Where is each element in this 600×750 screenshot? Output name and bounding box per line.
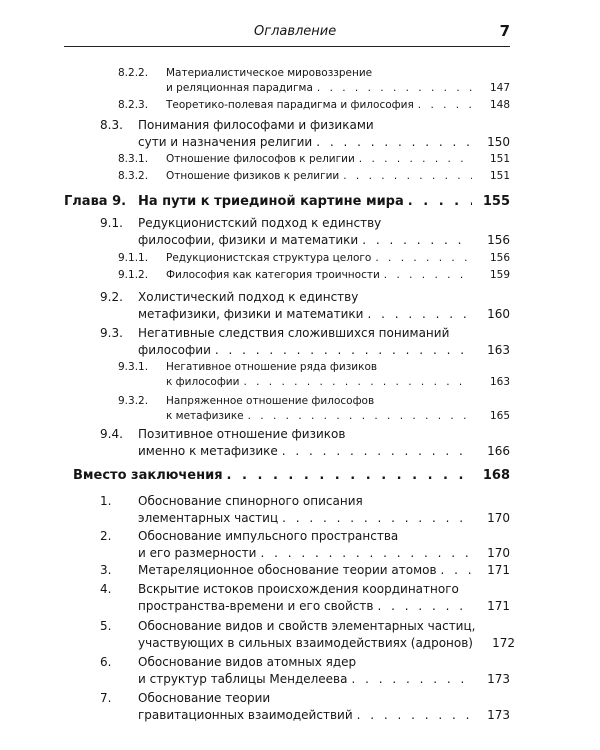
toc-entry-title: Обоснование спинорного описания: [138, 494, 363, 508]
dot-leader: [367, 306, 472, 323]
dot-leader: [377, 598, 472, 615]
header-page-number: 7: [499, 22, 510, 40]
toc-entry-title: Холистический подход к единству: [138, 290, 359, 304]
toc-entry-title: гравитационных взаимодействий: [138, 708, 353, 722]
toc-entry-page: 165: [489, 409, 510, 422]
dot-leader: [260, 545, 472, 562]
toc-entry-number: 9.3.1.: [118, 361, 149, 373]
dot-leader: [384, 268, 472, 283]
toc-entry-page: 147: [489, 81, 510, 94]
toc-entry-title: метафизики, физики и математики: [138, 307, 364, 321]
toc-entry-number: 8.3.: [100, 118, 123, 132]
dot-leader: [343, 169, 472, 184]
toc-entry-title: Вскрытие истоков происхождения координатного: [138, 582, 459, 596]
toc-entry-title: Редукционистский подход к единству: [138, 216, 382, 230]
toc-entry-title: Отношение физиков к религии: [166, 170, 340, 182]
dot-leader: [357, 707, 472, 724]
toc-entry-title: Негативные следствия сложившихся пониманий: [138, 326, 450, 340]
toc-entry-page: 173: [487, 672, 510, 686]
toc-entry-title: сути и назначения религии: [138, 135, 313, 149]
toc-entry-page: 156: [487, 233, 510, 247]
toc-entry-page: 156: [489, 252, 510, 264]
toc-entry-page: 148: [489, 99, 510, 111]
dot-leader: [362, 232, 472, 249]
toc-entry-page: 163: [489, 375, 510, 388]
toc-entry-title: Обоснование видов и свойств элементарных частиц,: [138, 619, 476, 633]
toc-entry-title: Вместо заключения: [73, 468, 223, 483]
toc-entry-title: и его размерности: [138, 546, 257, 560]
toc-entry-title: Обоснование видов атомных ядер: [138, 655, 357, 669]
toc-entry-title: Негативное отношение ряда физиков: [166, 361, 378, 373]
dot-leader: [248, 409, 472, 424]
toc-entry-page: 170: [487, 511, 510, 525]
toc-entry-number: 3.: [100, 563, 112, 577]
toc-entry-page: 173: [487, 708, 510, 722]
toc-entry-title: философии, физики и математики: [138, 233, 359, 247]
toc-entry-title: Философия как категория троичности: [166, 269, 380, 281]
toc-entry-number: 9.1.1.: [118, 252, 149, 264]
dot-leader: [282, 443, 472, 460]
toc-entry-page: 171: [487, 599, 510, 613]
toc-entry-title: именно к метафизике: [138, 444, 278, 458]
toc-entry-number: Глава 9.: [64, 194, 127, 209]
toc-entry-title: элементарных частиц: [138, 511, 279, 525]
toc-entry-number: 2.: [100, 529, 112, 543]
toc-entry-title: участвующих в сильных взаимодействиях (адронов): [138, 636, 473, 650]
toc-entry-number: 9.1.2.: [118, 269, 149, 281]
toc-entry-number: 8.2.3.: [118, 99, 149, 111]
toc-entry-number: 6.: [100, 655, 112, 669]
toc-entry-title: и структур таблицы Менделеева: [138, 672, 348, 686]
toc-entry-title: Редукционистская структура целого: [166, 252, 372, 264]
toc-entry-title: к метафизике: [166, 409, 244, 422]
dot-leader: [441, 562, 472, 579]
running-header: [64, 20, 510, 47]
toc-entry-number: 8.2.2.: [118, 67, 149, 79]
toc-entry-title: Напряженное отношение философов: [166, 395, 375, 407]
dot-leader: [215, 342, 472, 359]
dot-leader: [418, 98, 472, 113]
toc-entry-page: 159: [489, 269, 510, 281]
toc-entry-page: 150: [487, 135, 510, 149]
toc-entry-page: 163: [487, 343, 510, 357]
toc-entry-title: Теоретико-полевая парадигма и философия: [166, 99, 414, 111]
toc-entry-page: 172: [492, 636, 515, 650]
toc-entry-title: пространства-времени и его свойств: [138, 599, 374, 613]
toc-entry-page: 155: [482, 194, 510, 209]
toc-entry-number: 7.: [100, 691, 112, 705]
toc-entry-page: 166: [487, 444, 510, 458]
toc-entry-page: 170: [487, 546, 510, 560]
dot-leader: [375, 251, 472, 266]
toc-entry-title: На пути к триединой картине мира: [138, 194, 404, 209]
toc-entry-title: Метареляционное обоснование теории атомов: [138, 563, 437, 577]
toc-entry-page: 151: [489, 153, 510, 165]
toc-entry-number: 1.: [100, 494, 112, 508]
toc-entry-title: Обоснование импульсного пространства: [138, 529, 399, 543]
toc-entry-number: 9.1.: [100, 216, 123, 230]
dot-leader: [316, 134, 472, 151]
dot-leader: [317, 81, 472, 96]
toc-entry-number: 9.2.: [100, 290, 123, 304]
toc-entry-page: 151: [489, 170, 510, 182]
toc-entry-number: 9.3.2.: [118, 395, 149, 407]
toc-entry-title: Понимания философами и физиками: [138, 118, 374, 132]
toc-entry-number: 8.3.2.: [118, 170, 149, 182]
toc-entry-title: и реляционная парадигма: [166, 81, 313, 94]
toc-entry-title: к философии: [166, 375, 240, 388]
toc-entry-title: Позитивное отношение физиков: [138, 427, 346, 441]
toc-entry-title: Отношение философов к религии: [166, 153, 355, 165]
dot-leader: [351, 671, 472, 688]
toc-entry-number: 9.3.: [100, 326, 123, 340]
toc-entry-page: 171: [487, 563, 510, 577]
toc-entry-title: философии: [138, 343, 211, 357]
dot-leader: [408, 192, 472, 211]
toc-entry-number: 5.: [100, 619, 112, 633]
toc-entry-number: 9.4.: [100, 427, 123, 441]
dot-leader: [243, 375, 472, 390]
toc-entry-page: 168: [482, 468, 510, 483]
toc-entry-number: 4.: [100, 582, 112, 596]
toc-entry-title: Материалистическое мировоззрение: [166, 67, 373, 79]
header-title: Оглавление: [254, 24, 337, 39]
dot-leader: [282, 510, 472, 527]
toc-entry-number: 8.3.1.: [118, 153, 149, 165]
toc-entry-title: Обоснование теории: [138, 691, 271, 705]
dot-leader: [359, 152, 472, 167]
toc-entry-page: 160: [487, 307, 510, 321]
dot-leader: [227, 466, 472, 485]
